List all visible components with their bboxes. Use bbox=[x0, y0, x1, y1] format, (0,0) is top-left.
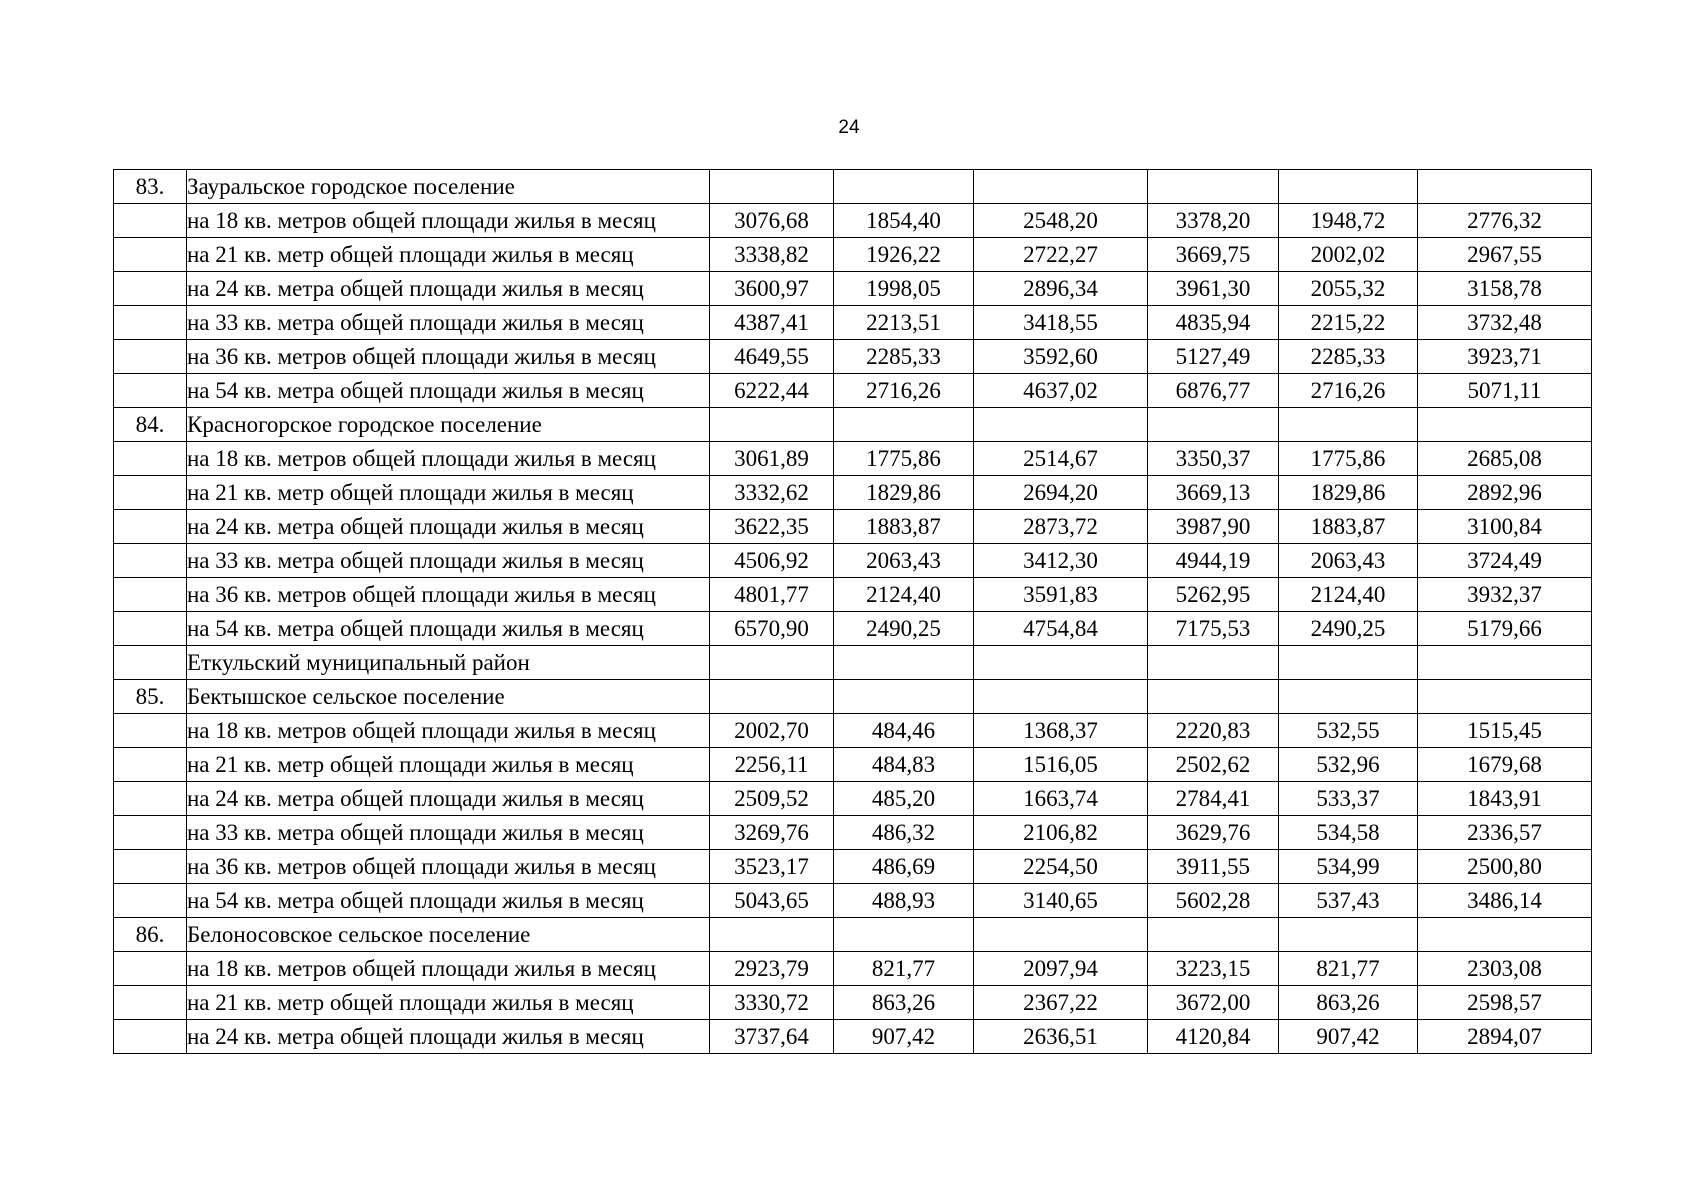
value-cell: 486,32 bbox=[834, 816, 974, 850]
row-number bbox=[114, 272, 187, 306]
value-cell bbox=[834, 680, 974, 714]
value-cell: 3412,30 bbox=[974, 544, 1148, 578]
row-label: на 54 кв. метра общей площади жилья в месяц bbox=[187, 884, 710, 918]
value-cell: 1775,86 bbox=[834, 442, 974, 476]
row-label: на 21 кв. метр общей площади жилья в месяц bbox=[187, 748, 710, 782]
value-cell: 2636,51 bbox=[974, 1020, 1148, 1054]
value-cell bbox=[974, 918, 1148, 952]
row-label: на 21 кв. метр общей площади жилья в месяц bbox=[187, 986, 710, 1020]
value-cell: 3669,75 bbox=[1148, 238, 1279, 272]
table-row bbox=[114, 408, 1592, 442]
value-cell bbox=[1148, 646, 1279, 680]
row-number: 83. bbox=[114, 170, 187, 204]
value-cell: 5262,95 bbox=[1148, 578, 1279, 612]
table-row bbox=[114, 918, 1592, 952]
row-label: на 18 кв. метров общей площади жилья в месяц bbox=[187, 442, 710, 476]
table-row bbox=[114, 578, 1592, 612]
table-row bbox=[114, 544, 1592, 578]
value-cell: 1998,05 bbox=[834, 272, 974, 306]
value-cell bbox=[1418, 408, 1592, 442]
value-cell: 2285,33 bbox=[834, 340, 974, 374]
value-cell: 2303,08 bbox=[1418, 952, 1592, 986]
value-cell: 4754,84 bbox=[974, 612, 1148, 646]
value-cell: 3061,89 bbox=[710, 442, 834, 476]
row-number bbox=[114, 340, 187, 374]
row-number: 85. bbox=[114, 680, 187, 714]
value-cell: 2220,83 bbox=[1148, 714, 1279, 748]
value-cell: 2502,62 bbox=[1148, 748, 1279, 782]
value-cell bbox=[1148, 918, 1279, 952]
table-row bbox=[114, 714, 1592, 748]
row-label: на 21 кв. метр общей площади жилья в месяц bbox=[187, 238, 710, 272]
row-label: Красногорское городское поселение bbox=[187, 408, 710, 442]
row-label: на 36 кв. метров общей площади жилья в месяц bbox=[187, 578, 710, 612]
value-cell: 1829,86 bbox=[834, 476, 974, 510]
value-cell: 3350,37 bbox=[1148, 442, 1279, 476]
value-cell bbox=[974, 408, 1148, 442]
table-row bbox=[114, 884, 1592, 918]
value-cell bbox=[974, 170, 1148, 204]
value-cell: 863,26 bbox=[834, 986, 974, 1020]
value-cell: 3140,65 bbox=[974, 884, 1148, 918]
table-row bbox=[114, 510, 1592, 544]
value-cell: 484,46 bbox=[834, 714, 974, 748]
value-cell: 3486,14 bbox=[1418, 884, 1592, 918]
row-number bbox=[114, 782, 187, 816]
row-label: на 24 кв. метра общей площади жилья в месяц bbox=[187, 272, 710, 306]
table-row bbox=[114, 476, 1592, 510]
value-cell: 2873,72 bbox=[974, 510, 1148, 544]
row-number: 84. bbox=[114, 408, 187, 442]
row-label: на 18 кв. метров общей площади жилья в месяц bbox=[187, 714, 710, 748]
value-cell: 3629,76 bbox=[1148, 816, 1279, 850]
value-cell: 2254,50 bbox=[974, 850, 1148, 884]
value-cell: 488,93 bbox=[834, 884, 974, 918]
value-cell: 4801,77 bbox=[710, 578, 834, 612]
value-cell: 3932,37 bbox=[1418, 578, 1592, 612]
value-cell: 907,42 bbox=[1279, 1020, 1418, 1054]
value-cell: 3600,97 bbox=[710, 272, 834, 306]
value-cell: 2967,55 bbox=[1418, 238, 1592, 272]
value-cell: 3158,78 bbox=[1418, 272, 1592, 306]
value-cell bbox=[710, 646, 834, 680]
row-number bbox=[114, 306, 187, 340]
table-row bbox=[114, 612, 1592, 646]
value-cell: 534,58 bbox=[1279, 816, 1418, 850]
value-cell: 2500,80 bbox=[1418, 850, 1592, 884]
value-cell bbox=[1279, 408, 1418, 442]
value-cell bbox=[1279, 646, 1418, 680]
value-cell: 3592,60 bbox=[974, 340, 1148, 374]
value-cell bbox=[974, 646, 1148, 680]
row-number: 86. bbox=[114, 918, 187, 952]
value-cell: 484,83 bbox=[834, 748, 974, 782]
table-row bbox=[114, 340, 1592, 374]
table-row bbox=[114, 374, 1592, 408]
value-cell: 3269,76 bbox=[710, 816, 834, 850]
value-cell: 4835,94 bbox=[1148, 306, 1279, 340]
value-cell bbox=[834, 408, 974, 442]
value-cell: 2055,32 bbox=[1279, 272, 1418, 306]
page-number: 24 bbox=[838, 117, 860, 138]
value-cell: 2106,82 bbox=[974, 816, 1148, 850]
value-cell: 3732,48 bbox=[1418, 306, 1592, 340]
table-row bbox=[114, 782, 1592, 816]
value-cell: 3332,62 bbox=[710, 476, 834, 510]
value-cell: 3523,17 bbox=[710, 850, 834, 884]
value-cell bbox=[834, 170, 974, 204]
value-cell: 532,96 bbox=[1279, 748, 1418, 782]
value-cell: 2124,40 bbox=[834, 578, 974, 612]
row-label: Белоносовское сельское поселение bbox=[187, 918, 710, 952]
value-cell bbox=[710, 408, 834, 442]
row-number bbox=[114, 544, 187, 578]
value-cell: 1883,87 bbox=[834, 510, 974, 544]
row-number bbox=[114, 612, 187, 646]
table-row bbox=[114, 850, 1592, 884]
value-cell: 5127,49 bbox=[1148, 340, 1279, 374]
value-cell: 2256,11 bbox=[710, 748, 834, 782]
value-cell bbox=[834, 646, 974, 680]
value-cell: 2784,41 bbox=[1148, 782, 1279, 816]
value-cell: 2716,26 bbox=[1279, 374, 1418, 408]
table-row bbox=[114, 748, 1592, 782]
value-cell: 2215,22 bbox=[1279, 306, 1418, 340]
value-cell: 6570,90 bbox=[710, 612, 834, 646]
table-row bbox=[114, 952, 1592, 986]
value-cell bbox=[1418, 170, 1592, 204]
value-cell: 3987,90 bbox=[1148, 510, 1279, 544]
value-cell: 6876,77 bbox=[1148, 374, 1279, 408]
value-cell: 2548,20 bbox=[974, 204, 1148, 238]
value-cell: 7175,53 bbox=[1148, 612, 1279, 646]
value-cell: 4506,92 bbox=[710, 544, 834, 578]
value-cell: 2124,40 bbox=[1279, 578, 1418, 612]
value-cell: 2063,43 bbox=[1279, 544, 1418, 578]
value-cell: 2685,08 bbox=[1418, 442, 1592, 476]
row-number bbox=[114, 1020, 187, 1054]
table-row bbox=[114, 986, 1592, 1020]
value-cell: 2776,32 bbox=[1418, 204, 1592, 238]
value-cell: 3330,72 bbox=[710, 986, 834, 1020]
row-label: на 54 кв. метра общей площади жилья в месяц bbox=[187, 612, 710, 646]
value-cell: 2923,79 bbox=[710, 952, 834, 986]
row-number bbox=[114, 646, 187, 680]
value-cell: 2490,25 bbox=[834, 612, 974, 646]
value-cell bbox=[1279, 918, 1418, 952]
value-cell: 2722,27 bbox=[974, 238, 1148, 272]
row-label: на 36 кв. метров общей площади жилья в месяц bbox=[187, 850, 710, 884]
value-cell: 1663,74 bbox=[974, 782, 1148, 816]
value-cell: 537,43 bbox=[1279, 884, 1418, 918]
table-row bbox=[114, 816, 1592, 850]
value-cell: 3591,83 bbox=[974, 578, 1148, 612]
value-cell: 5602,28 bbox=[1148, 884, 1279, 918]
value-cell: 2894,07 bbox=[1418, 1020, 1592, 1054]
value-cell: 3672,00 bbox=[1148, 986, 1279, 1020]
value-cell: 485,20 bbox=[834, 782, 974, 816]
value-cell: 3737,64 bbox=[710, 1020, 834, 1054]
value-cell: 4649,55 bbox=[710, 340, 834, 374]
value-cell: 2285,33 bbox=[1279, 340, 1418, 374]
value-cell: 2514,67 bbox=[974, 442, 1148, 476]
value-cell bbox=[1418, 646, 1592, 680]
row-label: на 21 кв. метр общей площади жилья в месяц bbox=[187, 476, 710, 510]
value-cell: 534,99 bbox=[1279, 850, 1418, 884]
table-body bbox=[114, 170, 1592, 1054]
value-cell: 1775,86 bbox=[1279, 442, 1418, 476]
value-cell: 2509,52 bbox=[710, 782, 834, 816]
value-cell bbox=[974, 680, 1148, 714]
row-label: Зауральское городское поселение bbox=[187, 170, 710, 204]
value-cell: 4387,41 bbox=[710, 306, 834, 340]
value-cell: 3076,68 bbox=[710, 204, 834, 238]
row-label: Бектышское сельское поселение bbox=[187, 680, 710, 714]
value-cell: 3338,82 bbox=[710, 238, 834, 272]
row-number bbox=[114, 476, 187, 510]
row-number bbox=[114, 238, 187, 272]
value-cell: 1368,37 bbox=[974, 714, 1148, 748]
row-number bbox=[114, 510, 187, 544]
row-label: на 33 кв. метра общей площади жилья в месяц bbox=[187, 306, 710, 340]
row-label: на 33 кв. метра общей площади жилья в месяц bbox=[187, 544, 710, 578]
value-cell: 532,55 bbox=[1279, 714, 1418, 748]
value-cell: 5071,11 bbox=[1418, 374, 1592, 408]
value-cell: 3418,55 bbox=[974, 306, 1148, 340]
row-label: на 54 кв. метра общей площади жилья в месяц bbox=[187, 374, 710, 408]
value-cell: 2367,22 bbox=[974, 986, 1148, 1020]
value-cell: 2063,43 bbox=[834, 544, 974, 578]
value-cell: 4120,84 bbox=[1148, 1020, 1279, 1054]
row-number bbox=[114, 952, 187, 986]
value-cell: 863,26 bbox=[1279, 986, 1418, 1020]
value-cell: 1843,91 bbox=[1418, 782, 1592, 816]
value-cell: 2490,25 bbox=[1279, 612, 1418, 646]
value-cell: 2002,70 bbox=[710, 714, 834, 748]
table-row bbox=[114, 204, 1592, 238]
value-cell: 1516,05 bbox=[974, 748, 1148, 782]
table-row bbox=[114, 1020, 1592, 1054]
table-row bbox=[114, 306, 1592, 340]
value-cell: 907,42 bbox=[834, 1020, 974, 1054]
row-number bbox=[114, 442, 187, 476]
value-cell: 1948,72 bbox=[1279, 204, 1418, 238]
value-cell: 3223,15 bbox=[1148, 952, 1279, 986]
value-cell: 2213,51 bbox=[834, 306, 974, 340]
row-label: на 36 кв. метров общей площади жилья в месяц bbox=[187, 340, 710, 374]
value-cell bbox=[1279, 680, 1418, 714]
row-label: на 18 кв. метров общей площади жилья в месяц bbox=[187, 952, 710, 986]
value-cell: 3622,35 bbox=[710, 510, 834, 544]
value-cell: 2694,20 bbox=[974, 476, 1148, 510]
value-cell: 1854,40 bbox=[834, 204, 974, 238]
value-cell: 3669,13 bbox=[1148, 476, 1279, 510]
value-cell: 5179,66 bbox=[1418, 612, 1592, 646]
value-cell: 1883,87 bbox=[1279, 510, 1418, 544]
row-number bbox=[114, 714, 187, 748]
value-cell bbox=[1148, 680, 1279, 714]
table-row bbox=[114, 272, 1592, 306]
row-number bbox=[114, 986, 187, 1020]
value-cell: 6222,44 bbox=[710, 374, 834, 408]
row-label: на 24 кв. метра общей площади жилья в месяц bbox=[187, 1020, 710, 1054]
value-cell: 2716,26 bbox=[834, 374, 974, 408]
row-label: на 33 кв. метра общей площади жилья в месяц bbox=[187, 816, 710, 850]
table-row bbox=[114, 238, 1592, 272]
value-cell: 1679,68 bbox=[1418, 748, 1592, 782]
value-cell bbox=[834, 918, 974, 952]
value-cell bbox=[1148, 170, 1279, 204]
row-number bbox=[114, 884, 187, 918]
table-row bbox=[114, 442, 1592, 476]
value-cell: 5043,65 bbox=[710, 884, 834, 918]
value-cell: 3923,71 bbox=[1418, 340, 1592, 374]
value-cell: 821,77 bbox=[1279, 952, 1418, 986]
value-cell: 2002,02 bbox=[1279, 238, 1418, 272]
value-cell: 1515,45 bbox=[1418, 714, 1592, 748]
value-cell: 2336,57 bbox=[1418, 816, 1592, 850]
value-cell: 3378,20 bbox=[1148, 204, 1279, 238]
value-cell bbox=[710, 680, 834, 714]
value-cell bbox=[1279, 170, 1418, 204]
value-cell: 3100,84 bbox=[1418, 510, 1592, 544]
value-cell: 3724,49 bbox=[1418, 544, 1592, 578]
row-label: на 24 кв. метра общей площади жилья в месяц bbox=[187, 782, 710, 816]
row-label: на 18 кв. метров общей площади жилья в месяц bbox=[187, 204, 710, 238]
value-cell bbox=[1148, 408, 1279, 442]
table-row bbox=[114, 646, 1592, 680]
value-cell: 2892,96 bbox=[1418, 476, 1592, 510]
row-number bbox=[114, 850, 187, 884]
value-cell bbox=[710, 170, 834, 204]
value-cell: 2598,57 bbox=[1418, 986, 1592, 1020]
value-cell bbox=[710, 918, 834, 952]
value-cell: 3961,30 bbox=[1148, 272, 1279, 306]
row-number bbox=[114, 204, 187, 238]
table-row bbox=[114, 170, 1592, 204]
value-cell: 2097,94 bbox=[974, 952, 1148, 986]
row-number bbox=[114, 374, 187, 408]
row-number bbox=[114, 816, 187, 850]
tariff-table bbox=[113, 169, 1592, 1054]
value-cell: 486,69 bbox=[834, 850, 974, 884]
value-cell: 3911,55 bbox=[1148, 850, 1279, 884]
value-cell: 1926,22 bbox=[834, 238, 974, 272]
row-label: Еткульский муниципальный район bbox=[187, 646, 710, 680]
row-label: на 24 кв. метра общей площади жилья в месяц bbox=[187, 510, 710, 544]
value-cell: 1829,86 bbox=[1279, 476, 1418, 510]
row-number bbox=[114, 748, 187, 782]
row-number bbox=[114, 578, 187, 612]
value-cell bbox=[1418, 918, 1592, 952]
value-cell: 821,77 bbox=[834, 952, 974, 986]
value-cell bbox=[1418, 680, 1592, 714]
value-cell: 2896,34 bbox=[974, 272, 1148, 306]
value-cell: 533,37 bbox=[1279, 782, 1418, 816]
value-cell: 4944,19 bbox=[1148, 544, 1279, 578]
table-row bbox=[114, 680, 1592, 714]
value-cell: 4637,02 bbox=[974, 374, 1148, 408]
